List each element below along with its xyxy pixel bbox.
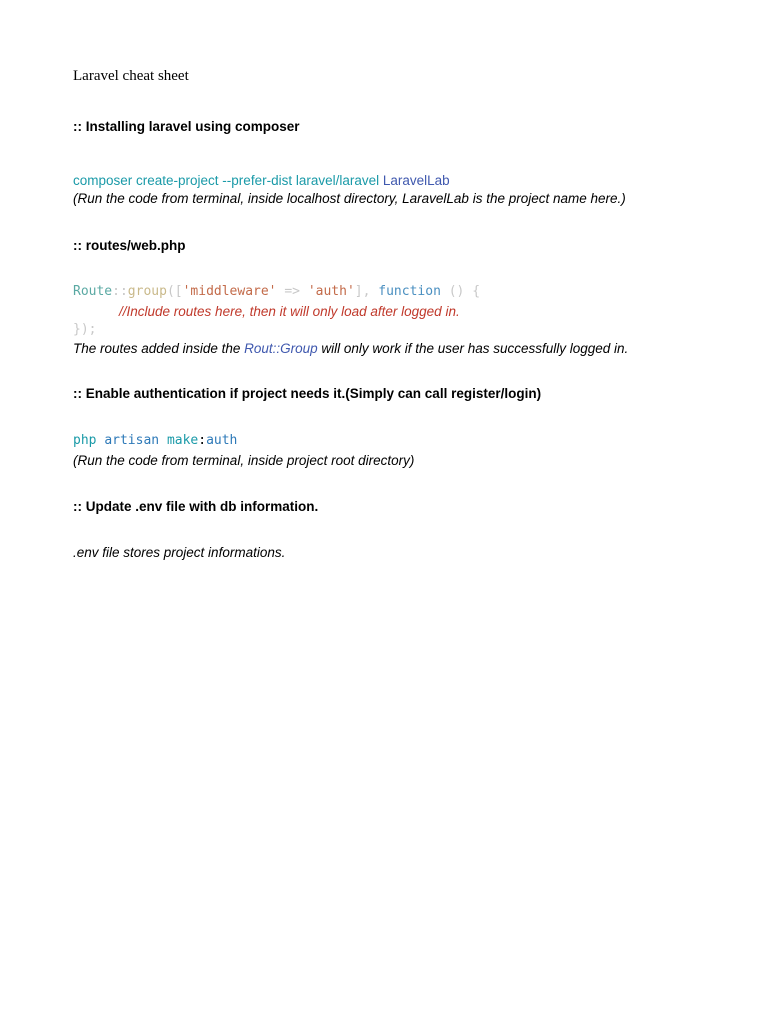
artisan-command xyxy=(73,433,237,448)
cmd-auth: auth xyxy=(206,433,238,448)
composer-project-name: LaravelLab xyxy=(382,173,450,188)
code-function-keyword: function xyxy=(378,284,441,299)
install-note: (Run the code from terminal, inside localhost directory, LaravelLab is the project name here.) xyxy=(73,191,626,206)
routes-note-highlight: Rout::Group xyxy=(244,341,318,356)
routes-note-after: will only work if the user has successfully logged in. xyxy=(317,341,629,356)
code-route-class: Route xyxy=(73,284,113,299)
cmd-php: php xyxy=(73,433,97,448)
document-title: Laravel cheat sheet xyxy=(73,68,189,84)
code-arrow: => xyxy=(276,284,308,299)
code-close-bracket: ], xyxy=(354,284,379,299)
cmd-colon: : xyxy=(198,433,207,448)
code-closing: }); xyxy=(73,322,97,337)
composer-command-main: composer create-project --prefer-dist laravel/laravel xyxy=(73,173,383,188)
composer-command xyxy=(73,173,450,188)
section-heading-env: :: Update .env file with db information. xyxy=(73,499,319,514)
cmd-make: make xyxy=(166,433,199,448)
section-heading-auth: :: Enable authentication if project needs it.(Simply can call register/login) xyxy=(73,386,542,401)
code-group-method: group xyxy=(127,284,167,299)
code-comment: //Include routes here, then it will only load after logged in. xyxy=(119,304,460,319)
code-open-bracket: ([ xyxy=(166,284,183,299)
section-heading-install: :: Installing laravel using composer xyxy=(73,119,300,134)
code-middleware-string: 'middleware' xyxy=(182,284,277,299)
routes-note-before: The routes added inside the xyxy=(73,341,245,356)
code-auth-string: 'auth' xyxy=(307,284,355,299)
code-function-parens: () { xyxy=(440,284,481,299)
code-scope-operator: :: xyxy=(112,284,128,299)
cmd-artisan: artisan xyxy=(104,433,160,448)
section-heading-routes: :: routes/web.php xyxy=(73,238,186,253)
routes-note xyxy=(73,341,628,356)
auth-note: (Run the code from terminal, inside project root directory) xyxy=(73,453,415,468)
env-note: .env file stores project informations. xyxy=(73,545,286,560)
route-group-code-line xyxy=(73,284,480,299)
